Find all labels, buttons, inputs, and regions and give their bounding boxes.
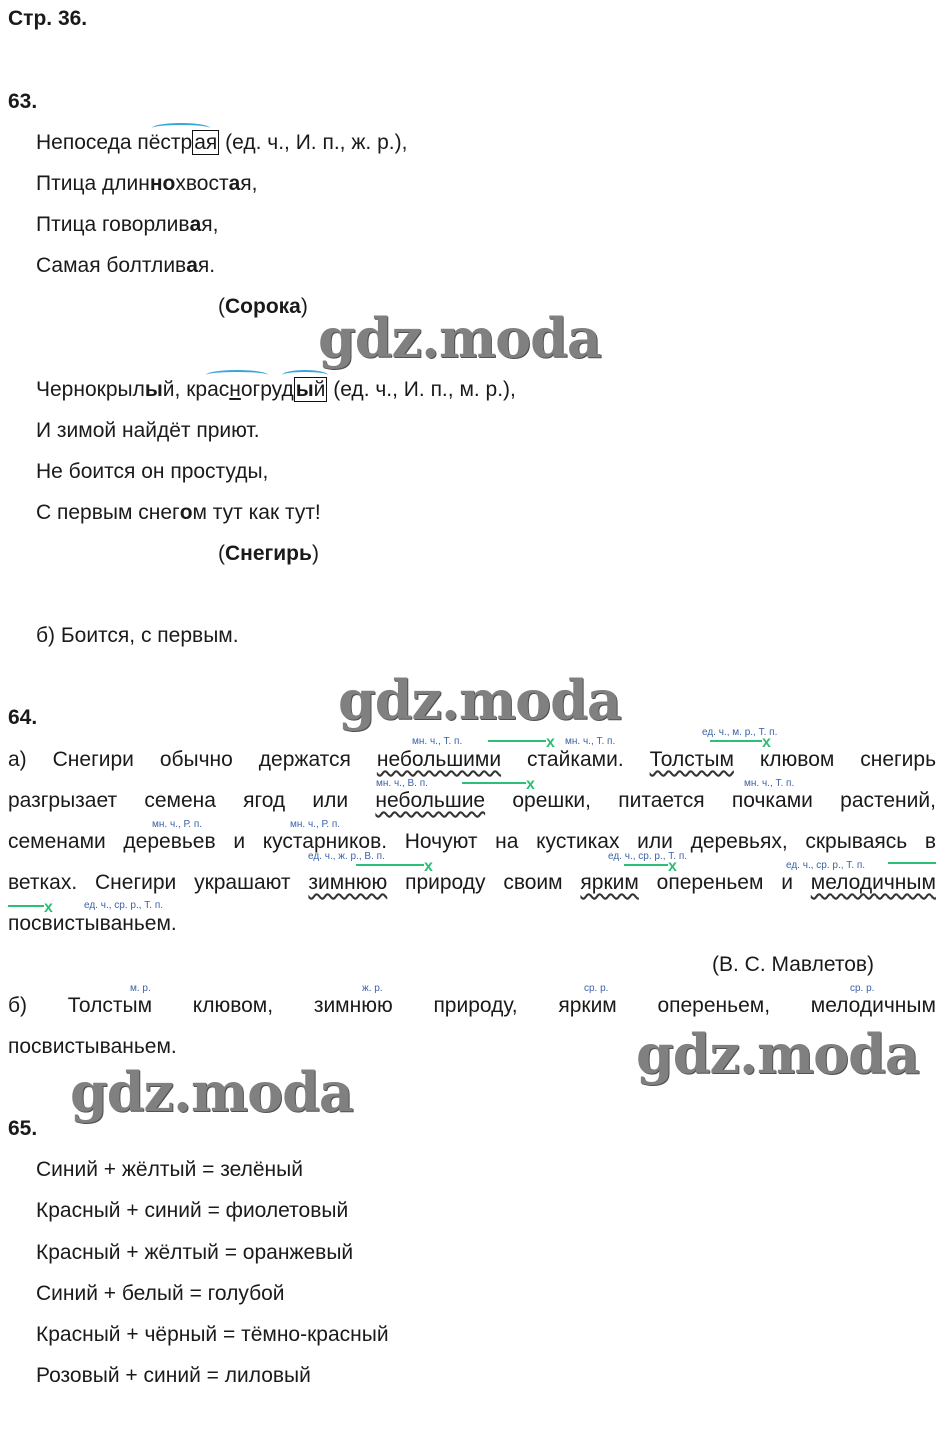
grammar-note: ед. ч., ср. р., Т. п. bbox=[786, 860, 866, 871]
text-line-1: а) Снегири обычно держатся небольшими стайками. Толстым клювом снегирь bbox=[8, 748, 937, 771]
text-line-3: семенами деревьев и кустарников. Ночуют на кустиках или деревьях, скрываясь в bbox=[8, 830, 937, 853]
grammar-note: ед. ч., ср. р., Т. п. bbox=[608, 851, 688, 862]
ex63-part-b: б) Боится, с первым. bbox=[36, 624, 239, 647]
ex64-part-b-line-1: б) Толстым клювом, зимнюю природу, ярким опереньем, мелодичным bbox=[8, 994, 936, 1017]
color-mix-line: Красный + чёрный = тёмно-красный bbox=[36, 1323, 389, 1346]
connector-x-mark: x bbox=[44, 899, 53, 916]
color-mix-line: Красный + синий = фиолетовый bbox=[36, 1199, 349, 1222]
watermark: gdz.moda bbox=[70, 1060, 353, 1124]
connector-line bbox=[888, 862, 936, 864]
grammar-note: мн. ч., Т. п. bbox=[565, 736, 616, 747]
connector-x-mark: x bbox=[668, 858, 677, 875]
ex64-part-b-line-2: посвистываньем. bbox=[8, 1035, 177, 1058]
watermark: gdz.moda bbox=[338, 668, 621, 732]
page-header: Стр. 36. bbox=[8, 7, 88, 30]
gender-note: м. р. bbox=[130, 983, 151, 994]
poem2-line-2: И зимой найдёт приют. bbox=[36, 419, 260, 442]
poem1-line-4: Самая болтливая. bbox=[36, 254, 216, 277]
poem2-line-4: С первым снегом тут как тут! bbox=[36, 501, 321, 524]
grammar-note: мн. ч., Т. п. bbox=[412, 736, 463, 747]
connector-line bbox=[624, 864, 668, 866]
text-line-4: ветках. Снегири украшают зимнюю природу своим ярким опереньем и мелодичным bbox=[8, 871, 936, 894]
author: (В. С. Мавлетов) bbox=[712, 953, 875, 976]
poem2-line-1: Чернокрылый, красногрудый (ед. ч., И. п., м. р.), bbox=[36, 378, 516, 401]
connector-x-mark: x bbox=[762, 734, 771, 751]
poem2-line-3: Не боится он простуды, bbox=[36, 460, 269, 483]
connector-x-mark: x bbox=[546, 734, 555, 751]
connector-x-mark: x bbox=[526, 776, 535, 793]
exercise-63-number: 63. bbox=[8, 90, 38, 113]
gender-note: ж. р. bbox=[362, 983, 383, 994]
color-mix-line: Синий + жёлтый = зелёный bbox=[36, 1158, 303, 1181]
connector-line bbox=[8, 905, 44, 907]
color-mix-line: Синий + белый = голубой bbox=[36, 1282, 285, 1305]
grammar-note: мн. ч., Р. п. bbox=[152, 819, 203, 830]
color-mix-line: Красный + жёлтый = оранжевый bbox=[36, 1241, 354, 1264]
exercise-64-number: 64. bbox=[8, 706, 38, 729]
watermark: gdz.moda bbox=[636, 1022, 919, 1086]
gender-note: ср. р. bbox=[850, 983, 875, 994]
color-mix-line: Розовый + синий = лиловый bbox=[36, 1364, 311, 1387]
poem1-line-2: Птица длиннохвостая, bbox=[36, 172, 258, 195]
connector-line bbox=[488, 740, 546, 742]
poem1-line-3: Птица говорливая, bbox=[36, 213, 219, 236]
connector-line bbox=[462, 782, 526, 784]
exercise-65-number: 65. bbox=[8, 1117, 38, 1140]
gender-note: ср. р. bbox=[584, 983, 609, 994]
text-line-5: посвистываньем. bbox=[8, 912, 177, 935]
connector-line bbox=[356, 864, 424, 866]
poem1-line-1: Непоседа пёстрая (ед. ч., И. п., ж. р.), bbox=[36, 131, 408, 154]
grammar-note: мн. ч., Р. п. bbox=[290, 819, 341, 830]
grammar-note: ед. ч., ж. р., В. п. bbox=[308, 851, 385, 862]
grammar-note: ед. ч., м. р., Т. п. bbox=[702, 727, 778, 738]
watermark: gdz.moda bbox=[318, 306, 601, 370]
grammar-note: мн. ч., В. п. bbox=[376, 778, 428, 789]
connector-line bbox=[710, 740, 762, 742]
grammar-note: мн. ч., Т. п. bbox=[744, 778, 795, 789]
grammar-note: ед. ч., ср. р., Т. п. bbox=[84, 900, 164, 911]
answer-snegir: (Снегирь) bbox=[218, 542, 319, 565]
text-line-2: разгрызает семена ягод или небольшие орешки, питается почками растений, bbox=[8, 789, 936, 812]
connector-x-mark: x bbox=[424, 858, 433, 875]
answer-soroka: (Сорока) bbox=[218, 295, 308, 318]
